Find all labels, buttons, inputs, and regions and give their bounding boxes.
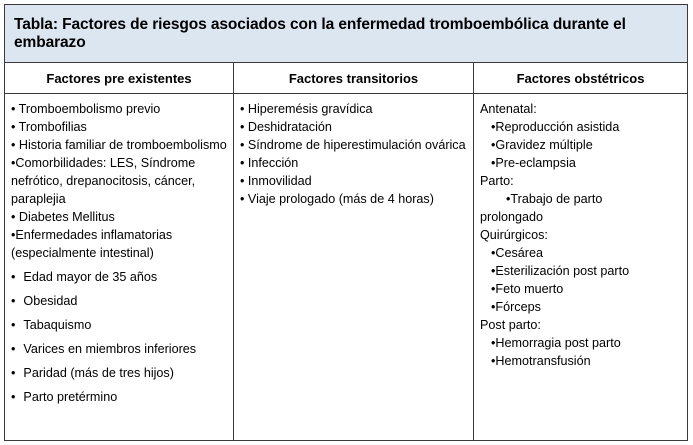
bullet: • xyxy=(11,294,16,308)
spaced-list xyxy=(11,268,229,406)
list-item: • Síndrome de hiperestimulación ovárica xyxy=(240,138,466,152)
bullet: • xyxy=(11,390,16,404)
list-item: •Hemorragia post parto xyxy=(491,336,621,350)
list-item: • Inmovilidad xyxy=(240,174,312,188)
list-item: •Pre-eclampsia xyxy=(491,156,576,170)
list-item: •Enfermedades inflamatorias (especialmente intestinal) xyxy=(11,228,173,260)
list-item-text: Tabaquismo xyxy=(23,318,92,332)
list-item: • Deshidratación xyxy=(240,120,332,134)
list-item: • Historia familiar de tromboembolismo xyxy=(11,138,227,152)
column-pre-existing xyxy=(5,63,234,440)
section-label-parto: Parto: xyxy=(480,174,514,188)
list-item-text: Varices en miembros inferiores xyxy=(23,342,197,356)
list-item: •Trabajo de parto xyxy=(506,192,603,206)
list-item: •Cesárea xyxy=(491,246,544,260)
list-item: •Reproducción asistida xyxy=(491,120,620,134)
section-label-quirurgicos: Quirúrgicos: xyxy=(480,228,548,242)
list-item: • Viaje prologado (más de 4 horas) xyxy=(240,192,434,206)
bullet: • xyxy=(11,318,16,332)
bullet: • xyxy=(11,342,16,356)
section-label-antenatal: Antenatal: xyxy=(480,102,537,116)
column-header-transitory: Factores transitorios xyxy=(234,63,473,94)
list-item xyxy=(11,364,229,382)
table-columns xyxy=(5,63,687,440)
list-item: •Hemotransfusión xyxy=(491,354,591,368)
list-item-text: Paridad (más de tres hijos) xyxy=(23,366,174,380)
list-item-text: Edad mayor de 35 años xyxy=(23,270,158,284)
column-obstetric xyxy=(474,63,687,440)
column-body-pre-existing xyxy=(5,94,233,406)
risk-factors-table xyxy=(4,4,688,441)
list-item xyxy=(11,268,229,286)
table-title: Tabla: Factores de riesgos asociados con la enfermedad tromboembólica durante el embarazo xyxy=(5,5,687,63)
list-item xyxy=(11,340,229,358)
section-label-postparto: Post parto: xyxy=(480,318,541,332)
list-item-text: Obesidad xyxy=(23,294,78,308)
list-item-text: Parto pretérmino xyxy=(23,390,118,404)
list-item: • Infección xyxy=(240,156,299,170)
list-item xyxy=(11,316,229,334)
column-header-pre-existing: Factores pre existentes xyxy=(5,63,233,94)
list-item: •Esterilización post parto xyxy=(491,264,630,278)
list-item: •Fórceps xyxy=(491,300,541,314)
column-transitory xyxy=(234,63,474,440)
list-item: • Tromboembolismo previo xyxy=(11,102,161,116)
bullet: • xyxy=(11,366,16,380)
list-item-continuation: prolongado xyxy=(480,210,544,224)
list-item: • Diabetes Mellitus xyxy=(11,210,115,224)
column-body-obstetric xyxy=(474,94,687,370)
list-item: •Gravidez múltiple xyxy=(491,138,593,152)
list-item xyxy=(11,388,229,406)
list-item: •Comorbilidades: LES, Síndrome nefrótico, drepanocitosis, cáncer, paraplejia xyxy=(11,156,196,206)
column-body-transitory xyxy=(234,94,473,208)
list-item: •Feto muerto xyxy=(491,282,564,296)
column-header-obstetric: Factores obstétricos xyxy=(474,63,687,94)
list-item: • Trombofilias xyxy=(11,120,87,134)
list-item xyxy=(11,292,229,310)
bullet: • xyxy=(11,270,16,284)
list-item: • Hiperemésis gravídica xyxy=(240,102,373,116)
